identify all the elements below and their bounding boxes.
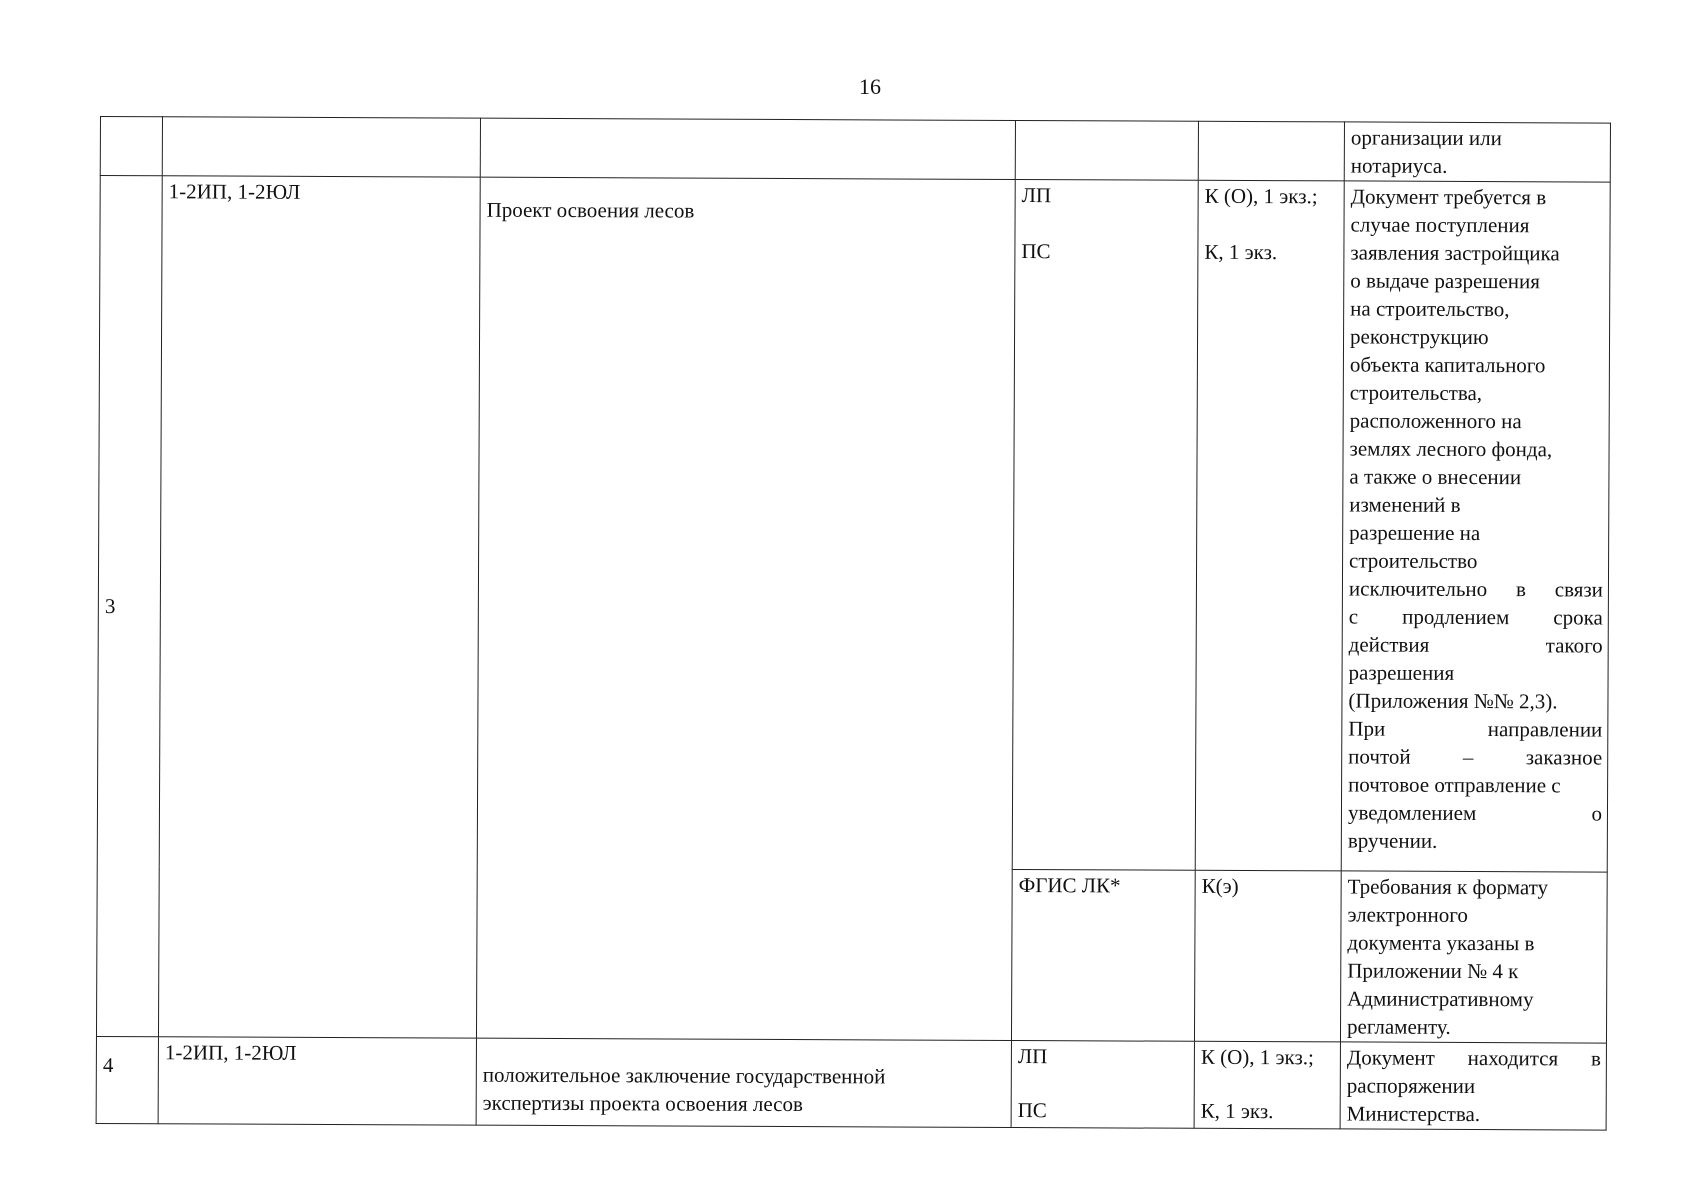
document-name [476, 1038, 1011, 1127]
note-line: вручении. [1347, 828, 1438, 853]
page-number: 16 [859, 74, 881, 99]
note-line: изменений в [1349, 492, 1461, 517]
note-line: Документ требуется в [1350, 184, 1547, 210]
cell-code [162, 117, 480, 177]
cell-document [480, 118, 1015, 179]
row-number: 4 [96, 1036, 158, 1123]
copy-requirement: К(э) [1194, 870, 1341, 1042]
note-line: действия такого [1348, 632, 1603, 658]
submission-type: ЛП [1021, 183, 1052, 208]
note [1340, 871, 1607, 1043]
note-line: Министерства. [1346, 1101, 1481, 1127]
note-line: на строительство, [1350, 296, 1510, 322]
note-line: регламенту. [1346, 1014, 1451, 1039]
document-name: Проект освоения лесов [476, 177, 1015, 1040]
copy-requirement: К (О), 1 экз.; [1204, 183, 1318, 209]
note-line: расположенного на [1349, 408, 1522, 434]
row-number: 3 [96, 176, 162, 1037]
copies [1195, 180, 1344, 871]
note [1340, 1042, 1606, 1130]
table-row-continuation [100, 117, 1610, 183]
note-line: Приложении № 4 к [1347, 958, 1519, 984]
note-line: заявления застройщика [1350, 240, 1560, 266]
note-line: нотариуса. [1350, 153, 1448, 178]
note-line: о выдаче разрешения [1350, 268, 1540, 294]
note-line: а также о внесении [1349, 464, 1522, 490]
cell-submission-type [1015, 120, 1198, 180]
cell-copies [1198, 121, 1344, 181]
note-line: реконструкцию [1349, 324, 1489, 350]
note-line: с продлением срока [1348, 604, 1603, 630]
note-line: разрешение на [1349, 520, 1481, 546]
note-line: строительство [1349, 548, 1478, 574]
note-line: случае поступления [1350, 212, 1530, 238]
note-line: Документ находится в [1346, 1045, 1601, 1071]
cell-note [1344, 122, 1610, 182]
document-name-line: положительное заключение государственной [482, 1062, 886, 1089]
document-name-line: экспертизы проекта освоения лесов [482, 1090, 803, 1117]
copy-requirement: К, 1 экз. [1200, 1098, 1274, 1124]
submission-types [1012, 179, 1198, 870]
note-line: почтой – заказное [1348, 744, 1603, 770]
note-line: почтовое отправление с [1348, 772, 1561, 798]
note-line: При направлении [1348, 716, 1603, 742]
note-line: землях лесного фонда, [1349, 436, 1553, 462]
copy-requirement: К, 1 экз. [1204, 239, 1278, 265]
note-line: организации или [1350, 125, 1502, 151]
note-line: объекта капитального [1349, 352, 1546, 378]
note-line: документа указаны в [1347, 930, 1535, 956]
note-line: уведомлением о [1347, 800, 1603, 826]
submission-type: ФГИС ЛК* [1011, 869, 1195, 1041]
note [1341, 181, 1610, 872]
note-line: разрешения [1348, 660, 1455, 685]
copies [1194, 1041, 1340, 1129]
copy-requirement: К (О), 1 экз.; [1200, 1044, 1314, 1070]
applicant-code: 1-2ИП, 1-2ЮЛ [158, 176, 480, 1038]
note-line: исключительно в связи [1348, 576, 1604, 602]
applicant-code: 1-2ИП, 1-2ЮЛ [158, 1037, 476, 1125]
note-line: электронного [1347, 902, 1468, 927]
note-line: Требования к формату [1347, 874, 1549, 900]
submission-types [1011, 1040, 1194, 1128]
cell-number [100, 117, 162, 176]
document-table [96, 116, 1611, 1131]
submission-type: ПС [1021, 239, 1051, 264]
note-line: строительства, [1349, 380, 1483, 406]
note-line: распоряжении [1346, 1073, 1476, 1099]
submission-type: ПС [1017, 1098, 1047, 1123]
table-row-4 [96, 1036, 1606, 1130]
submission-type: ЛП [1017, 1044, 1048, 1069]
note-line: (Приложения №№ 2,3). [1348, 688, 1558, 714]
table-row-3 [97, 176, 1610, 873]
note-line: Административному [1347, 986, 1534, 1012]
